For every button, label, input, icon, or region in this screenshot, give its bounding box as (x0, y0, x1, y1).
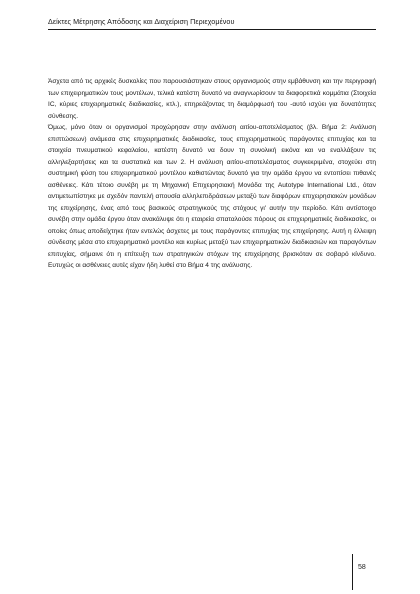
body-text (48, 76, 376, 272)
paragraph-1: Άσχετα από τις αρχικές δυσκολίες που παρουσιάστηκαν στους οργανισμούς στην εμβάθυνση και την περιγραφή των επιχειρηματικών τους μοντέλων, τελικά κατέστη δυνατό να αναγνωρίσουν τα διαφορετικά κομμάτια (Στοιχεία IC, κύριες επιχειρηματικές διαδικασίες, κτλ.), επηρεάζοντας τη διαμόρφωσή του -αυτό ισχύει για δυνατότητες σύνθεσης. (48, 78, 376, 120)
page-number: 58 (358, 564, 366, 571)
running-header: Δείκτες Μέτρησης Απόδοσης και Διαχείριση Περιεχομένου (48, 17, 235, 26)
paragraph-2: Όμως, μόνο όταν οι οργανισμοί προχώρησαν στην ανάλυση αιτίου-αποτελέσματος (βλ. Βήμα 2: Ανάλυση επιπτώσεων) ανάμεσα στις επιχειρηματικές διαδικασίες, τους επιχειρηματικούς παράγοντες επιτυχίας και τα στοιχεία πνευματικού κεφαλαίου, κατέστη δυνατό να δουν τη συνολική εικόνα και να εναλλάξουν τις αλληλεξαρτήσεις και τα συστατικά και των 2. Η ανάλυση αιτίου-αποτελέσματος συγκεκριμένα, στοχεύει στη συστημική φύση του επιχειρηματικού μοντέλου καθιστώντας δυνατό για την ομάδα έργου να εντοπίσει πιθανές ασθένειες. Κάτι τέτοιο συνέβη με τη Μηχανική Επιχειρησιακή Μονάδα της Autotype International Ltd., όταν αντιμετωπίστηκε με σχεδόν παντελή απουσία αλληλεπιδράσεων μεταξύ των διαφόρων επιχειρησιακών μονάδων της επιχείρησης, ένας από τους βασικούς στρατηγικούς της στόχους γι' αυτήν την περίοδο. Κάτι αντίστοιχο συνέβη στην ομάδα έργου όταν ανακάλυψε ότι η εταιρεία σπαταλούσε πόρους σε επιχειρηματικές διαδικασίες, οι οποίες όπως αποδείχτηκε ήταν εντελώς άσχετες με τους παράγοντες επιτυχίας της επιχείρησης. Αυτή η έλλειψη σύνδεσης μέσα στο επιχειρηματικό μοντέλο και κυρίως μεταξύ των επιχειρηματικών διαδικασιών και παραγόντων επιτυχίας, σήμαινε ότι η επίτευξη των στρατηγικών στόχων της επιχείρησης βρισκόταν σε σοβαρό κίνδυνο. Ευτυχώς οι ασθένειες αυτές είχαν ήδη λυθεί στο Βήμα 4 της ανάλυσης. (48, 124, 376, 269)
header-rule (48, 29, 376, 30)
page-number-rule (352, 554, 353, 590)
